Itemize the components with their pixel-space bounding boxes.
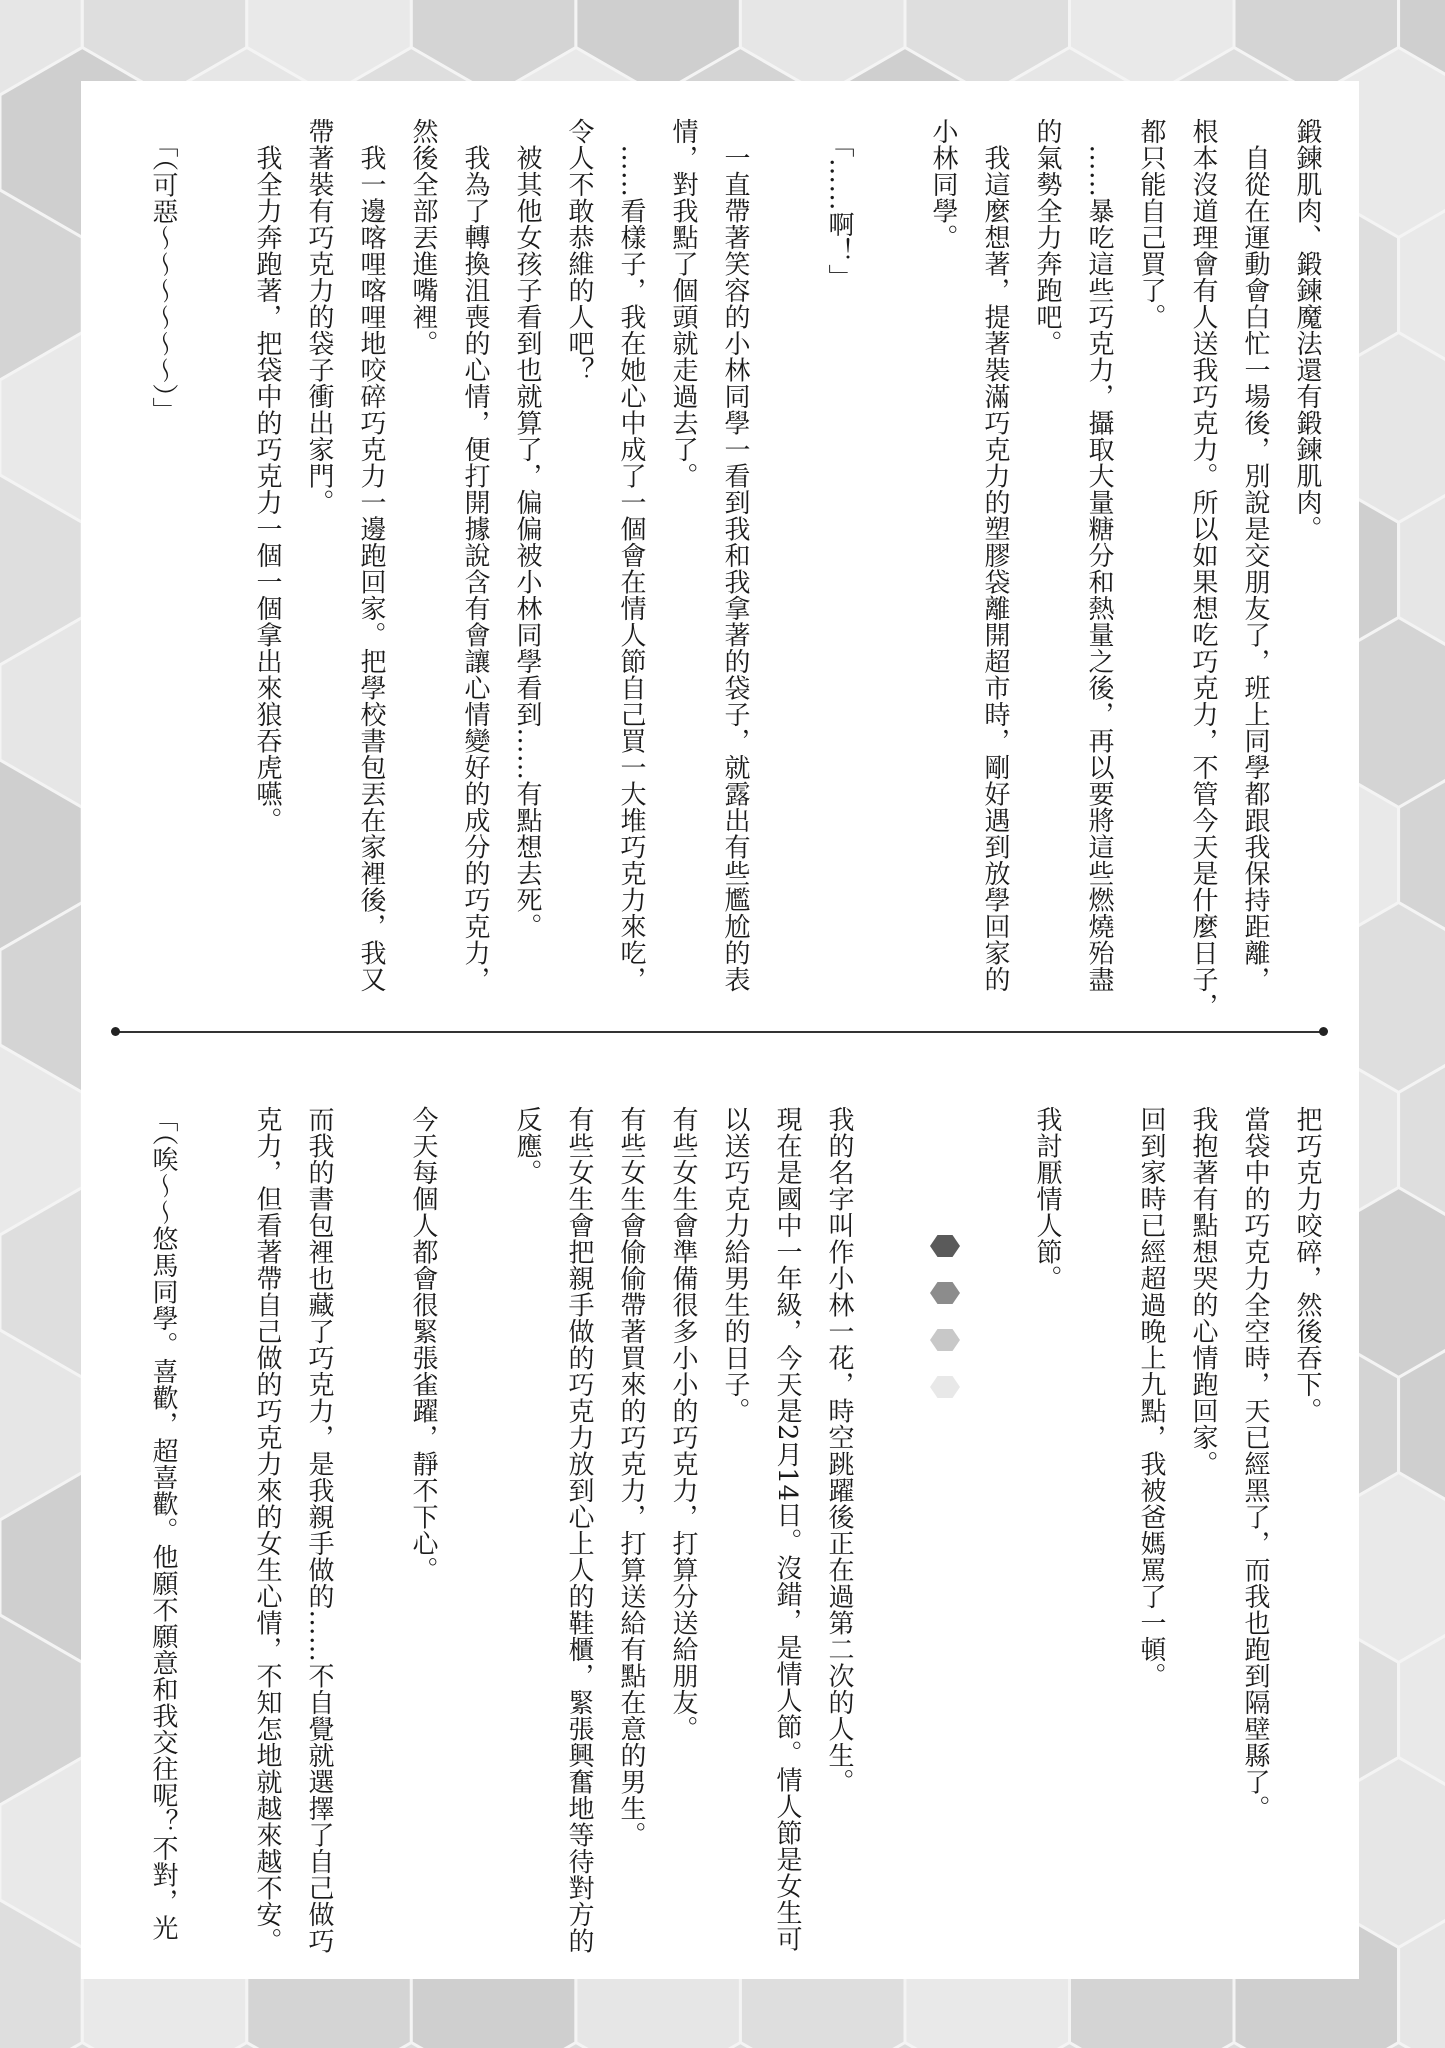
blank-line	[189, 1106, 241, 1966]
text-column: 回到家時已經超過晚上九點，我被爸媽罵了一頓。	[1136, 1106, 1166, 1689]
text-column: 的氣勢全力奔跑吧。	[1032, 118, 1062, 357]
text-column: 反應。	[512, 1106, 542, 1186]
text-column: 我這麼想著，提著裝滿巧克力的塑膠袋離開超市時，剛好遇到放學回家的	[980, 118, 1010, 993]
text-column: 一直帶著笑容的小林同學一看到我和我拿著的袋子，就露出有些尷尬的表	[720, 118, 750, 993]
text-column: 我全力奔跑著，把袋中的巧克力一個一個拿出來狼吞虎嚥。	[252, 118, 282, 834]
text-column: 帶著裝有巧克力的袋子衝出家門。	[304, 118, 334, 516]
text-column: 以送巧克力給男生的日子。	[720, 1106, 750, 1424]
text-column: 「（可惡～～～～～～）」	[148, 118, 178, 424]
text-column: 有些女生會準備很多小小的巧克力，打算分送給朋友。	[668, 1106, 698, 1742]
text-column: 令人不敢恭維的人吧？	[564, 118, 594, 383]
text-column: 我為了轉換沮喪的心情，便打開據說含有會讓心情變好的成分的巧克力，	[460, 118, 490, 993]
blank-line	[345, 1106, 397, 1966]
text-column: 情，對我點了個頭就走過去了。	[668, 118, 698, 489]
text-column: 「（唉～～悠馬同學。喜歡，超喜歡。他願不願意和我交往呢？不對，光	[148, 1106, 178, 1941]
text-column: 有些女生會偷偷帶著買來的巧克力，打算送給有點在意的男生。	[616, 1106, 646, 1848]
text-column: 小林同學。	[928, 118, 958, 251]
blank-line	[969, 1106, 1021, 1966]
text-column: 被其他女孩子看到也就算了，偏偏被小林同學看到……有點想去死。	[512, 118, 542, 940]
text-column: 自從在運動會白忙一場後，別說是交朋友了，班上同學都跟我保持距離，	[1240, 118, 1270, 993]
section-divider	[115, 1031, 1323, 1033]
text-column: 當袋中的巧克力全空時，天已經黑了，而我也跑到隔壁縣了。	[1240, 1106, 1270, 1822]
text-column: 有些女生會把親手做的巧克力放到心上人的鞋櫃，緊張興奮地等待對方的	[564, 1106, 594, 1954]
text-column: 而我的書包裡也藏了巧克力，是我親手做的……不自覺就選擇了自己做巧	[304, 1106, 334, 1954]
text-block-bottom	[137, 1106, 1333, 1966]
blank-line	[449, 1106, 501, 1966]
text-column: 今天每個人都會很緊張雀躍，靜不下心。	[408, 1106, 438, 1583]
text-column: 我抱著有點想哭的心情跑回家。	[1188, 1106, 1218, 1477]
divider-end-dot-right	[1319, 1027, 1328, 1036]
blank-line	[761, 118, 813, 1018]
text-column: 根本沒道理會有人送我巧克力。所以如果想吃巧克力，不管今天是什麼日子，	[1188, 118, 1218, 1019]
divider-end-dot-left	[111, 1027, 120, 1036]
text-column: 我討厭情人節。	[1032, 1106, 1062, 1292]
text-column: 「……啊！」	[824, 118, 854, 291]
text-column: 都只能自己買了。	[1136, 118, 1166, 330]
blank-line	[865, 1106, 917, 1966]
text-column: 然後全部丟進嘴裡。	[408, 118, 438, 357]
blank-line	[189, 118, 241, 1018]
text-column: ……看樣子，我在她心中成了一個會在情人節自己買一大堆巧克力來吃，	[616, 118, 646, 993]
text-column: 現在是國中一年級，今天是2月14日。沒錯，是情人節。情人節是女生可	[772, 1106, 802, 1953]
text-column: 我的名字叫作小林一花，時空跳躍後正在過第二次的人生。	[824, 1106, 854, 1795]
text-column: ……暴吃這些巧克力，攝取大量糖分和熱量之後，再以要將這些燃燒殆盡	[1084, 118, 1114, 993]
blank-line	[865, 118, 917, 1018]
text-column: 我一邊喀哩喀哩地咬碎巧克力一邊跑回家。把學校書包丟在家裡後，我又	[356, 118, 386, 993]
text-column: 鍛鍊肌肉、鍛鍊魔法還有鍛鍊肌肉。	[1292, 118, 1322, 542]
text-column: 把巧克力咬碎，然後吞下。	[1292, 1106, 1322, 1424]
text-column: 克力，但看著帶自己做的巧克力來的女生心情，不知怎地就越來越不安。	[252, 1106, 282, 1954]
blank-line	[1073, 1106, 1125, 1966]
text-block-top	[137, 118, 1333, 1018]
